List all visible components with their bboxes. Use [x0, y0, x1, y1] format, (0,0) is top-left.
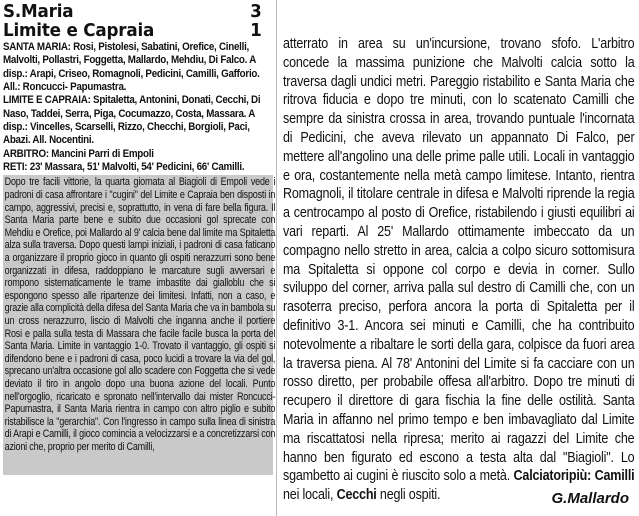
away-score-row [3, 21, 269, 40]
column-divider [276, 0, 277, 516]
lineup-limite: LIMITE E CAPRAIA: Spitaletta, Antonini, Donati, Cecchi, Di Naso, Taddei, Serra, Piga, Cocumazzo, Costa, Massara. A disp.: Vincelles, Scarselli, Rizzo, Checchi, Borgioli, Paci, Abazi. All. Nocentini. [3, 94, 261, 147]
left-body-text: Dopo tre facili vittorie, la quarta giornata al Biagioli di Empoli vede i padroni di casa affrontare i "cugini" del Limite e Capraia ben disposti in campo, aggressivi, precisi e, soprattutto, in vena di fare bella figura. Il Santa Maria parte bene e subito due occasioni gol sprecate con Mehdiu e Orefice, poi Mallardo al 9' calcia bene dal limite ma Spitaletta alza sulla traversa. Dopo questi lampi iniziali, i padroni di casa faticano a organizzare il proprio gioco in quanto gli ospiti nerazzurri sono bene organizzati in difesa, raddoppiano le marcature sugli avversari e rompono sistematicamente le trame imbastite dai gialloblu che si espongono spesso alle ripartenze dei limitesi. Infatti, non a caso, e grazie alla complicità della difesa del Santa Maria che va in bambola su un cross nerazzurro, liscio di Malvolti che inganna anche il portiere Rosi e palla sulla testa di Massara che facile facile busca la porta del Santa Maria. Limite in vantaggio 1-0. Trovato il vantaggio, gli ospiti si difendono bene e i padroni di casa, poco lucidi a trovare la via del gol, sprecano un'altra occasione gol allo scadere con Foggetta che si vede deviato il tiro in angolo dopo una buona azione del locali. Punto nell'orgoglio, ricaricato e spronato nell'intervallo dai mister Roncucci-Papumastra, il Santa Maria rientra in campo con altro piglio e subito ristabilisce la "gerarchia". Con l'ingresso in campo sulla linea di sinistra di Arapi e Camilli, il gioco comincia a velocizzarsi e a concretizzarsi con azioni che, proprio per merito di Camilli, [4, 176, 276, 453]
left-column [3, 1, 276, 516]
left-body-box [3, 175, 276, 475]
home-score: 3 [250, 1, 262, 22]
calciatoripiu-home-player: Camilli [594, 468, 635, 485]
away-score: 1 [250, 20, 262, 41]
author-signature: G.Mallardo [551, 490, 629, 507]
right-body-paragraph: atterrato in area su un'incursione, trovano sfofo. L'arbitro concede la massima punizione che Malvolti calcia sotto la traversa dagli undici metri. Pareggio ristabilito e Santa Maria che ritrova fiducia e dopo tre minuti, con lo scatenato Camilli che sempre da sinistra crossa in area, trovando puntuale l'incornata di Pedicini, che aveva rilevato un appannato Di Falco, per mettere all'angolino una delle prime palle utili. Locali in vantaggio e ora, costantemente nella metà campo limitese. Intanto, rientra Romagnoli, il titolare centrale in difesa e Malvolti riprende la regia a centrocampo al posto di Orefice, ristabilendo i giusti equilibri ai vari reparti. Al 25' Mallardo ottimamente imbeccato da un compagno nello stretto in area, calcia a colpo sicuro sottomisura ma Spitaletta si oppone col corpo e devia in corner. Sullo sviluppo del corner, arriva palla sul destro di Camilli che, con un rasoterra preciso, perfora ancora la porta di Spitaletta per il definitivo 3-1. Ancora sei minuti e Camilli, che ha contribuito notevolmente a ribaltare le sorti della gara, colpisce da fuori area la traversa piena. Al 78' Antonini del Limite si fa cacciare con un rosso diretto, per probabile offesa all'arbitro. Dopo tre minuti di recupero il direttore di gara fischia la fine delle ostilità. Santa Maria in affanno nel primo tempo e ben imbavagliato dal Limite ma riscattatosi nella ripresa; merito ai ragazzi del Limite che hanno ben figurato ed escono a testa alta dal "Biagioli". Lo sgambetto ai cugini è riuscito solo a metà. [283, 36, 635, 485]
lineups-block [3, 41, 273, 174]
calciatoripiu-label: Calciatoripiù: [513, 468, 592, 485]
home-score-row [3, 2, 269, 21]
calciatoripiu-away-suffix: negli ospiti. [376, 487, 441, 504]
lineup-santa-maria: SANTA MARIA: Rosi, Pistolesi, Sabatini, Orefice, Cinelli, Malvolti, Pollastri, Foggetta, Mallardo, Mehdiu, Di Falco. A disp.: Arapi, Criseo, Romagnoli, Pedicini, Camilli, Gafforio. All.: Roncucci- Papumastra. [3, 41, 260, 94]
goals-list: RETI: 23' Massara, 51' Malvolti, 54' Pedicini, 66' Camilli. [3, 161, 245, 174]
away-team: Limite e Capraia [3, 20, 155, 41]
home-team: S.Maria [3, 1, 74, 22]
referee: ARBITRO: Mancini Parri di Empoli [3, 147, 154, 160]
calciatoripiu-home-suffix: nei locali, [283, 487, 337, 504]
right-body-text [283, 35, 634, 505]
calciatoripiu-away-player: Cecchi [336, 487, 377, 504]
